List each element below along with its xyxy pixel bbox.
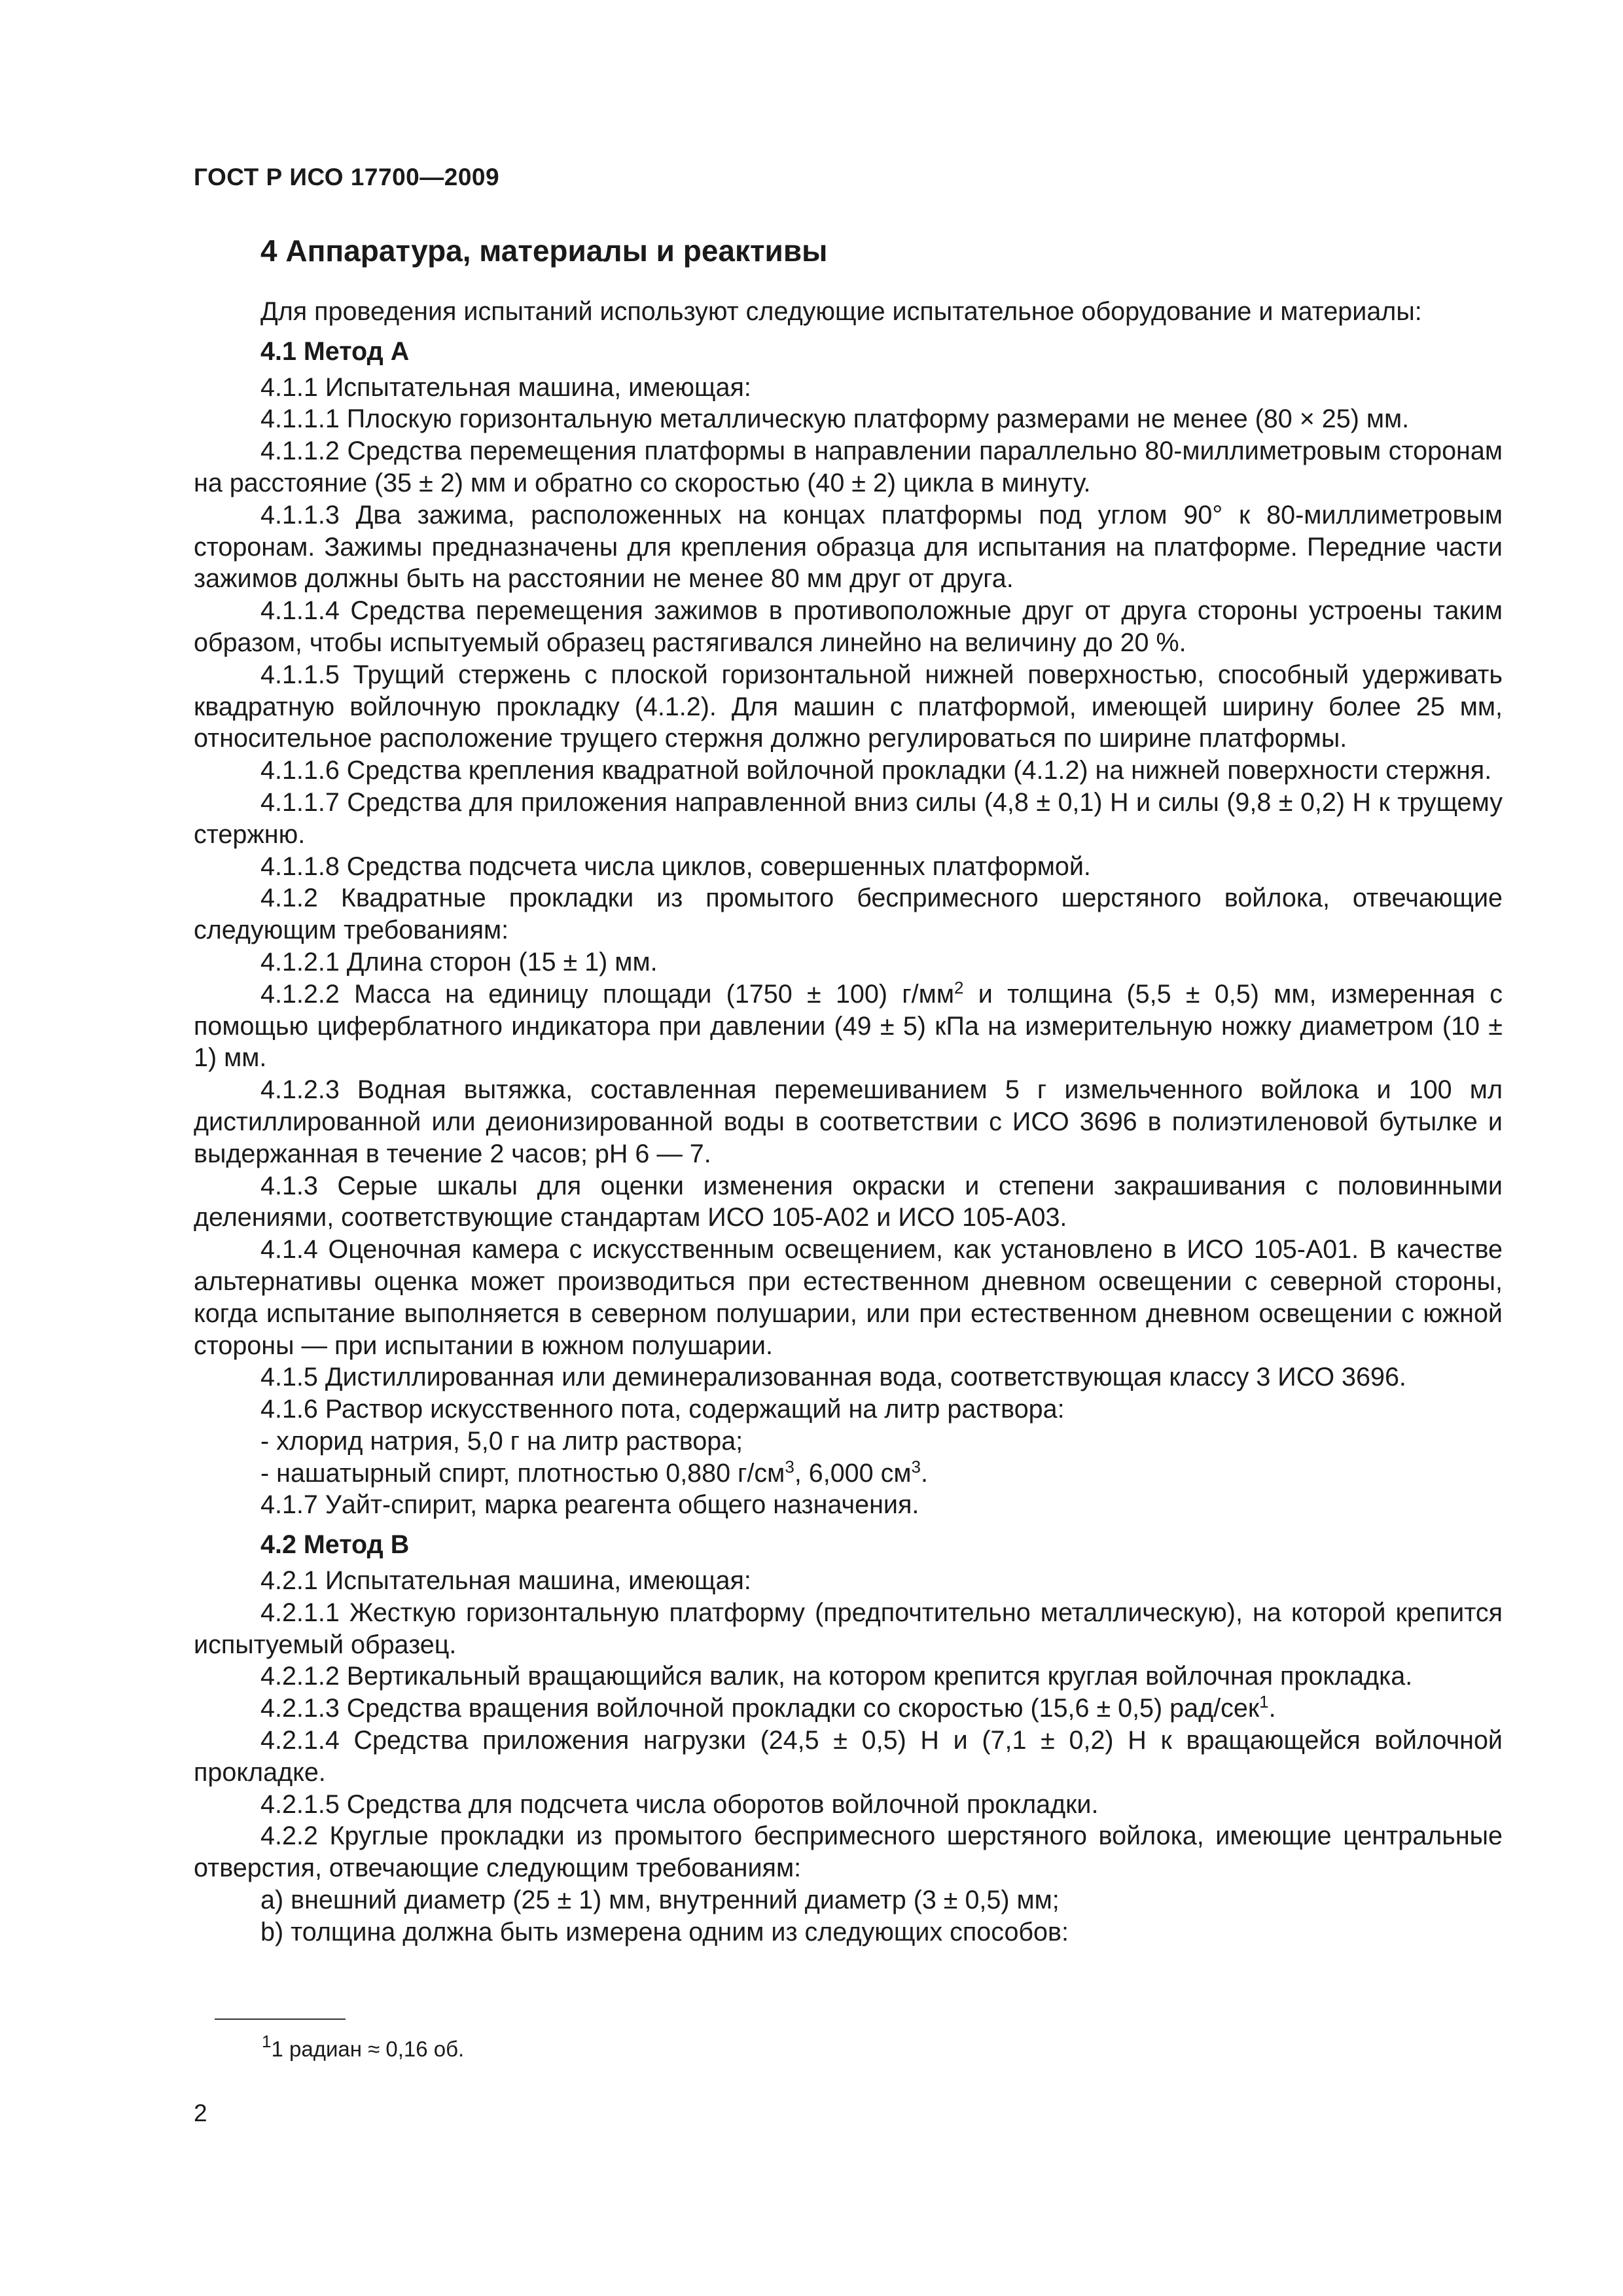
paragraph-4-1-1: 4.1.1 Испытательная машина, имеющая: — [260, 372, 751, 402]
subsection-heading-method-b: 4.2 Метод В — [260, 1530, 410, 1560]
footnote-text: 1 радиан ≈ 0,16 об. — [271, 2037, 465, 2061]
paragraph-4-1-7: 4.1.7 Уайт-спирит, марка реагента общего назначения. — [260, 1490, 919, 1520]
footnote — [262, 2032, 465, 2062]
text-segment: 4.2.1.3 Средства вращения войлочной прокладки со скоростью (15,6 ± 0,5) рад/сек — [260, 1694, 1260, 1723]
footnote-divider — [215, 2018, 346, 2020]
section-title: 4 Аппаратура, материалы и реактивы — [260, 234, 828, 268]
superscript: 3 — [785, 1456, 794, 1477]
paragraph-4-1-6: 4.1.6 Раствор искусственного пота, содержащий на литр раствора: — [260, 1395, 1065, 1424]
paragraph-4-1-2-2 — [194, 978, 1503, 1074]
list-item-b: b) толщина должна быть измерена одним из следующих способов: — [260, 1917, 1069, 1946]
paragraph-4-1-3: 4.1.3 Серые шкалы для оценки изменения окраски и степени закрашивания с половинными делениями, соответствующие стандартам ИСО 105-А02 и ИСО 105-А03. — [194, 1171, 1503, 1232]
paragraph-4-1-1-4: 4.1.1.4 Средства перемещения зажимов в противоположные друг от друга стороны устроены таким образом, чтобы испытуемый образец растягивался линейно на величину до 20 %. — [194, 596, 1503, 657]
paragraph-4-2-1-5: 4.2.1.5 Средства для подсчета числа оборотов войлочной прокладки. — [260, 1789, 1099, 1819]
paragraph-4-1-2-1: 4.1.2.1 Длина сторон (15 ± 1) мм. — [260, 947, 658, 977]
text-segment: и толщина (5,5 ± 0,5) мм, измеренная с помощью циферблатного индикатора при давлении (49 ± 5) кПа на измерительную ножку диаметром (10 ± 1) мм. — [194, 979, 1503, 1073]
paragraph-4-2-1-3 — [194, 1693, 1503, 1725]
paragraph-4-1-1-8: 4.1.1.8 Средства подсчета числа циклов, совершенных платформой. — [260, 852, 1091, 881]
text-segment: 4.1.2.2 Масса на единицу площади (1750 ± 100) г/мм — [260, 979, 954, 1009]
paragraph-4-2-1-4: 4.2.1.4 Средства приложения нагрузки (24,5 ± 0,5) Н и (7,1 ± 0,2) Н к вращающейся войлочной прокладке. — [194, 1726, 1503, 1787]
superscript: 2 — [954, 977, 964, 997]
text-segment: . — [920, 1458, 928, 1488]
paragraph-4-1-2: 4.1.2 Квадратные прокладки из промытого беспримесного шерстяного войлока, отвечающие следующим требованиям: — [194, 884, 1503, 945]
list-item-ammonia — [194, 1458, 1503, 1490]
text-segment: - нашатырный спирт, плотностью 0,880 г/см — [260, 1458, 785, 1488]
subsection-heading-method-a: 4.1 Метод А — [260, 336, 410, 366]
paragraph-4-2-1-1: 4.2.1.1 Жесткую горизонтальную платформу (предпочтительно металлическую), на которой крепится испытуемый образец. — [194, 1598, 1503, 1659]
paragraph-4-2-1: 4.2.1 Испытательная машина, имеющая: — [260, 1566, 751, 1596]
paragraph-4-1-2-3: 4.1.2.3 Водная вытяжка, составленная перемешиванием 5 г измельченного войлока и 100 мл дистиллированной или деионизированной воды в соответствии с ИСО 3696 в полиэтиленовой бутылке и выдержанная в течение 2 часов; рН 6 — 7. — [194, 1075, 1503, 1168]
paragraph-4-1-1-6: 4.1.1.6 Средства крепления квадратной войлочной прокладки (4.1.2) на нижней поверхности стержня. — [260, 756, 1492, 785]
page-number: 2 — [194, 2100, 207, 2126]
paragraph-4-1-5: 4.1.5 Дистиллированная или деминерализованная вода, соответствующая классу 3 ИСО 3696. — [260, 1363, 1406, 1392]
paragraph-4-1-4: 4.1.4 Оценочная камера с искусственным освещением, как установлено в ИСО 105-А01. В качестве альтернативы оценка может производиться при естественном дневном освещении с северной стороны, когда испытание выполняется в северном полушарии, или при естественном дневном освещении с южной стороны — при испытании в южном полушарии. — [194, 1235, 1503, 1360]
footnote-marker: 1 — [262, 2032, 272, 2051]
paragraph-4-2-1-2: 4.2.1.2 Вертикальный вращающийся валик, на котором крепится круглая войлочная прокладка. — [260, 1662, 1413, 1691]
text-segment: , 6,000 см — [794, 1458, 912, 1488]
body-text — [194, 296, 1503, 1948]
list-item-sodium-chloride: - хлорид натрия, 5,0 г на литр раствора; — [260, 1426, 743, 1456]
paragraph-4-1-1-1: 4.1.1.1 Плоскую горизонтальную металлическую платформу размерами не менее (80 × 25) мм. — [260, 404, 1410, 434]
paragraph-4-1-1-2: 4.1.1.2 Средства перемещения платформы в направлении параллельно 80-миллиметровым сторонам на расстояние (35 ± 2) мм и обратно со скоростью (40 ± 2) цикла в минуту. — [194, 437, 1503, 497]
list-item-a: a) внешний диаметр (25 ± 1) мм, внутренний диаметр (3 ± 0,5) мм; — [260, 1886, 1060, 1915]
superscript: 3 — [911, 1456, 921, 1477]
paragraph-4-1-1-5: 4.1.1.5 Трущий стержень с плоской горизонтальной нижней поверхностью, способный удерживать квадратную войлочную прокладку (4.1.2). Для машин с платформой, имеющей ширину более 25 мм, относительное расположение трущего стержня должно регулироваться по ширине платформы. — [194, 660, 1503, 753]
text-segment: . — [1268, 1694, 1276, 1723]
footnote-reference: 1 — [1259, 1692, 1269, 1712]
intro-paragraph: Для проведения испытаний используют следующие испытательное оборудование и материалы: — [260, 297, 1422, 326]
paragraph-4-1-1-3: 4.1.1.3 Два зажима, расположенных на концах платформы под углом 90° к 80-миллиметровым сторонам. Зажимы предназначены для крепления образца для испытания на платформе. Передние части зажимов должны быть на расстоянии не менее 80 мм друг от друга. — [194, 500, 1503, 594]
paragraph-4-1-1-7: 4.1.1.7 Средства для приложения направленной вниз силы (4,8 ± 0,1) Н и силы (9,8 ± 0,2) Н к трущему стержню. — [194, 787, 1503, 849]
document-code-header: ГОСТ Р ИСО 17700—2009 — [194, 164, 500, 190]
paragraph-4-2-2: 4.2.2 Круглые прокладки из промытого беспримесного шерстяного войлока, имеющие центральные отверстия, отвечающие следующим требованиям: — [194, 1821, 1503, 1883]
